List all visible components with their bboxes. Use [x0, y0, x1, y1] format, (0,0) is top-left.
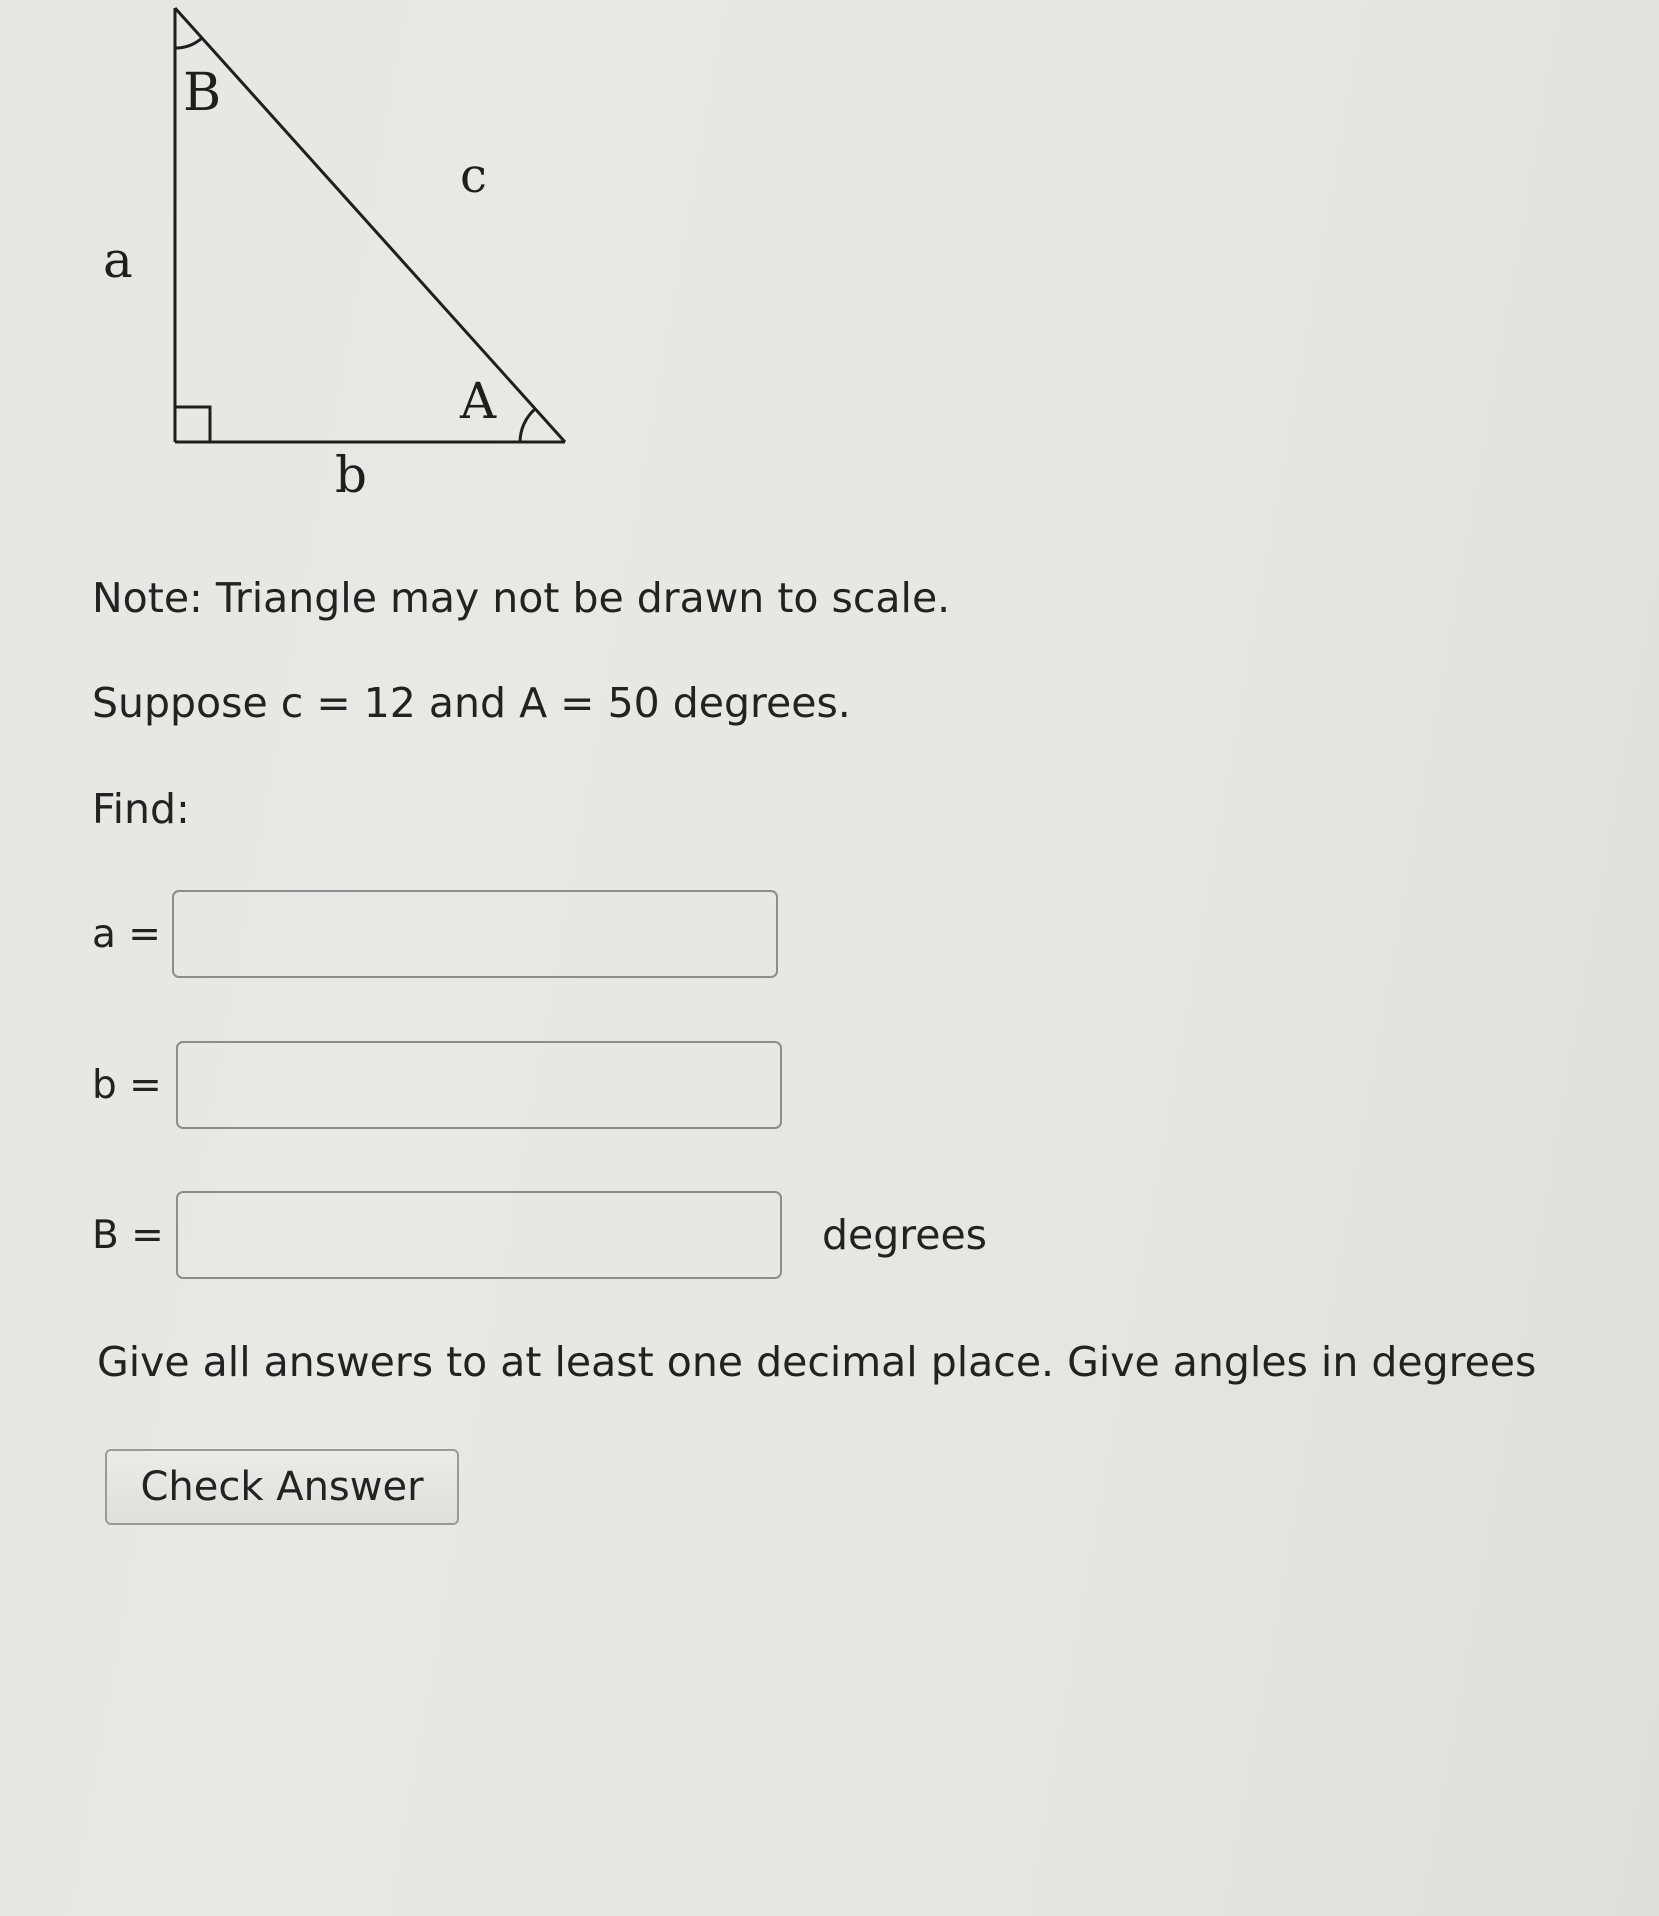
answer-row-a — [92, 888, 778, 980]
right-angle-marker — [175, 407, 210, 442]
answer-label-angle-b: B = — [92, 1212, 164, 1258]
degrees-unit-label: degrees — [822, 1211, 988, 1259]
answer-row-b — [92, 1039, 782, 1131]
side-a-label: a — [103, 231, 133, 289]
angle-b-label: B — [183, 63, 222, 123]
side-c-line — [175, 8, 565, 442]
answer-input-a[interactable] — [172, 890, 778, 978]
answer-label-a: a = — [92, 911, 161, 957]
angle-a-arc — [520, 409, 535, 442]
side-c-label: c — [460, 148, 487, 204]
triangle-diagram — [90, 0, 610, 500]
answer-input-b[interactable] — [176, 1041, 782, 1129]
answer-instructions: Give all answers to at least one decimal place. Give angles in degrees — [97, 1338, 1537, 1386]
angle-b-arc — [175, 38, 202, 48]
triangle-svg — [90, 0, 610, 500]
answer-input-angle-b[interactable] — [176, 1191, 782, 1279]
side-b-label: b — [335, 446, 368, 500]
find-heading: Find: — [92, 785, 190, 833]
answer-row-angle-b — [92, 1189, 987, 1281]
given-values: Suppose c = 12 and A = 50 degrees. — [92, 679, 851, 727]
angle-a-label: A — [460, 372, 497, 430]
answer-label-b: b = — [92, 1062, 162, 1108]
scale-note: Note: Triangle may not be drawn to scale. — [92, 574, 951, 622]
check-answer-button[interactable]: Check Answer — [105, 1449, 459, 1525]
